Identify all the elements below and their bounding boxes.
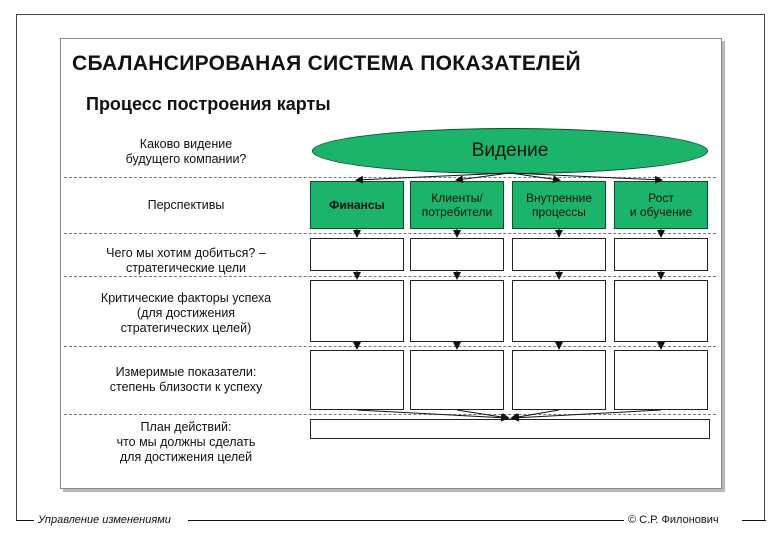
row-label-indicators [66, 365, 306, 395]
row-divider [64, 414, 716, 415]
perspective-customers [410, 181, 504, 229]
success-factor-box [512, 280, 606, 342]
row-label-line: План действий: [140, 420, 232, 434]
indicator-box [512, 350, 606, 410]
row-label-line: Каково видение [139, 137, 233, 151]
perspective-label: Внутренние [525, 191, 593, 205]
perspective-label: Рост [648, 191, 674, 205]
vision-label: Видение [471, 140, 549, 161]
slide-title: СБАЛАНСИРОВАНАЯ СИСТЕМА ПОКАЗАТЕЛЕЙ [72, 52, 581, 75]
row-label-vision [66, 137, 306, 167]
footer-rule [16, 520, 34, 521]
row-label-line: (для достижения [136, 306, 236, 320]
row-label-line: Перспективы [147, 198, 225, 212]
row-divider [64, 233, 716, 234]
footer-rule [188, 520, 624, 521]
row-label-action-plan [66, 420, 306, 465]
perspective-finance [310, 181, 404, 229]
perspective-internal-processes [512, 181, 606, 229]
row-divider [64, 177, 716, 178]
vision-ellipse [312, 128, 708, 174]
perspective-label: и обучение [629, 205, 693, 219]
row-label-line: что мы должны сделать [116, 435, 256, 449]
row-label-goals [66, 246, 306, 276]
row-label-line: будущего компании? [125, 152, 247, 166]
row-label-line: для достижения целей [119, 450, 253, 464]
success-factor-box [310, 280, 404, 342]
indicator-box [410, 350, 504, 410]
footer-rule [742, 520, 766, 521]
slide-subtitle: Процесс построения карты [86, 94, 331, 114]
row-label-line: Критические факторы успеха [100, 291, 272, 305]
row-label-success-factors [66, 291, 306, 336]
indicator-box [614, 350, 708, 410]
goal-box [614, 238, 708, 271]
action-plan-box [310, 419, 710, 439]
perspective-label: потребители [421, 205, 493, 219]
success-factor-box [410, 280, 504, 342]
row-label-line: степень близости к успеху [109, 380, 263, 394]
row-label-line: Чего мы хотим добиться? – [106, 246, 266, 260]
row-divider [64, 346, 716, 347]
footer-copyright: © С.Р. Филонович [628, 514, 719, 526]
perspective-label: Клиенты/ [431, 191, 483, 205]
success-factor-box [614, 280, 708, 342]
row-label-line: стратегических целей) [120, 321, 252, 335]
row-label-perspectives [66, 198, 306, 213]
row-label-line: стратегические цели [125, 261, 247, 275]
row-divider [64, 276, 716, 277]
goal-box [410, 238, 504, 271]
indicator-box [310, 350, 404, 410]
perspective-label: процессы [532, 205, 586, 219]
footer-course-name: Управление изменениями [38, 514, 171, 526]
row-label-line: Измеримые показатели: [115, 365, 257, 379]
goal-box [310, 238, 404, 271]
perspective-label: Финансы [329, 198, 385, 212]
goal-box [512, 238, 606, 271]
perspective-learning-growth [614, 181, 708, 229]
